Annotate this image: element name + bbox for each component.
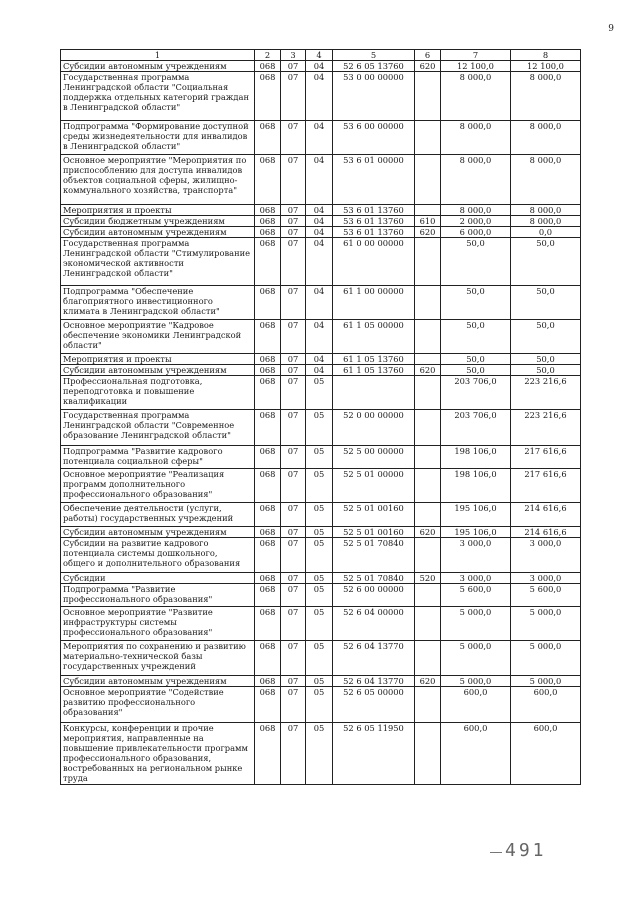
row-cell-c4: 05	[306, 607, 333, 641]
row-cell-c6	[415, 469, 441, 503]
row-cell-c6: 520	[415, 573, 441, 584]
row-cell-c4: 05	[306, 410, 333, 446]
row-cell-c5: 52 5 01 00160	[333, 503, 415, 527]
row-cell-c5	[333, 376, 415, 410]
row-cell-c3: 07	[281, 584, 306, 607]
row-cell-c3: 07	[281, 573, 306, 584]
row-cell-c2: 068	[255, 376, 281, 410]
table-row	[61, 527, 581, 538]
table-row	[61, 365, 581, 376]
row-cell-c5: 52 5 01 70840	[333, 538, 415, 573]
row-cell-c6	[415, 410, 441, 446]
row-cell-c2: 068	[255, 227, 281, 238]
row-cell-c8: 50,0	[511, 286, 581, 320]
row-cell-c8: 5 600,0	[511, 584, 581, 607]
row-cell-c7: 198 106,0	[441, 469, 511, 503]
row-cell-c5: 61 1 00 00000	[333, 286, 415, 320]
row-cell-c2: 068	[255, 584, 281, 607]
row-cell-c2: 068	[255, 687, 281, 723]
row-cell-c7: 50,0	[441, 286, 511, 320]
row-cell-c6	[415, 446, 441, 469]
row-cell-c6: 620	[415, 61, 441, 72]
row-name-cell: Субсидии	[61, 573, 255, 584]
row-name-cell: Основное мероприятие "Реализация программ дополнительного профессионального образования"	[61, 469, 255, 503]
row-cell-c5: 52 6 05 00000	[333, 687, 415, 723]
row-name-cell: Государственная программа Ленинградской области "Современное образование Ленинградской области"	[61, 410, 255, 446]
row-cell-c8: 5 000,0	[511, 676, 581, 687]
row-name-cell: Конкурсы, конференции и прочие мероприятия, направленные на повышение привлекательности программ профессионального образования, востребованных на региональном рынке труда	[61, 723, 255, 785]
row-cell-c5: 61 1 05 13760	[333, 354, 415, 365]
row-cell-c4: 05	[306, 687, 333, 723]
row-cell-c6	[415, 354, 441, 365]
table-row	[61, 216, 581, 227]
row-cell-c5: 52 6 04 13770	[333, 641, 415, 676]
row-cell-c8: 50,0	[511, 238, 581, 286]
table-row	[61, 469, 581, 503]
row-cell-c8: 8 000,0	[511, 72, 581, 121]
table-row	[61, 538, 581, 573]
row-cell-c7: 8 000,0	[441, 72, 511, 121]
page-number: 9	[608, 24, 614, 34]
row-cell-c4: 05	[306, 469, 333, 503]
row-cell-c3: 07	[281, 376, 306, 410]
header-cell: 6	[415, 50, 441, 61]
row-cell-c6	[415, 641, 441, 676]
row-cell-c4: 04	[306, 238, 333, 286]
table-row	[61, 238, 581, 286]
table-row	[61, 503, 581, 527]
row-name-cell: Субсидии автономным учреждениям	[61, 365, 255, 376]
row-cell-c5: 53 0 00 00000	[333, 72, 415, 121]
row-cell-c2: 068	[255, 446, 281, 469]
row-name-cell: Мероприятия по сохранению и развитию материально-технической базы государственных учреждений	[61, 641, 255, 676]
row-cell-c5: 53 6 01 13760	[333, 227, 415, 238]
row-cell-c8: 50,0	[511, 354, 581, 365]
row-cell-c3: 07	[281, 354, 306, 365]
row-cell-c5: 52 5 00 00000	[333, 446, 415, 469]
header-cell: 4	[306, 50, 333, 61]
table-row	[61, 121, 581, 155]
row-name-cell: Подпрограмма "Обеспечение благоприятного инвестиционного климата в Ленинградской области"	[61, 286, 255, 320]
row-cell-c8: 223 216,6	[511, 376, 581, 410]
row-cell-c6	[415, 607, 441, 641]
row-name-cell: Профессиональная подготовка, переподготовка и повышение квалификации	[61, 376, 255, 410]
row-cell-c7: 8 000,0	[441, 121, 511, 155]
row-name-cell: Подпрограмма "Развитие кадрового потенциала социальной сферы"	[61, 446, 255, 469]
row-cell-c8: 3 000,0	[511, 538, 581, 573]
row-cell-c6: 620	[415, 365, 441, 376]
header-cell: 1	[61, 50, 255, 61]
row-name-cell: Субсидии автономным учреждениям	[61, 527, 255, 538]
row-cell-c4: 04	[306, 121, 333, 155]
row-cell-c5: 53 6 00 00000	[333, 121, 415, 155]
row-cell-c2: 068	[255, 723, 281, 785]
row-cell-c2: 068	[255, 238, 281, 286]
row-cell-c5: 52 6 05 13760	[333, 61, 415, 72]
row-cell-c4: 04	[306, 205, 333, 216]
row-cell-c3: 07	[281, 216, 306, 227]
table-row	[61, 155, 581, 205]
row-name-cell: Государственная программа Ленинградской области "Социальная поддержка отдельных категорий граждан в Ленинградской области"	[61, 72, 255, 121]
row-cell-c4: 04	[306, 216, 333, 227]
row-cell-c8: 600,0	[511, 723, 581, 785]
table-row	[61, 354, 581, 365]
table-row	[61, 584, 581, 607]
row-cell-c7: 198 106,0	[441, 446, 511, 469]
row-cell-c4: 04	[306, 155, 333, 205]
row-name-cell: Субсидии бюджетным учреждениям	[61, 216, 255, 227]
row-cell-c5: 52 6 04 00000	[333, 607, 415, 641]
row-cell-c7: 5 000,0	[441, 607, 511, 641]
row-cell-c2: 068	[255, 72, 281, 121]
row-cell-c7: 195 106,0	[441, 503, 511, 527]
row-name-cell: Субсидии на развитие кадрового потенциала системы дошкольного, общего и дополнительного образования	[61, 538, 255, 573]
row-cell-c7: 5 600,0	[441, 584, 511, 607]
row-cell-c6: 620	[415, 676, 441, 687]
row-cell-c8: 5 000,0	[511, 607, 581, 641]
row-cell-c4: 04	[306, 365, 333, 376]
row-cell-c3: 07	[281, 527, 306, 538]
row-cell-c5: 52 6 04 13770	[333, 676, 415, 687]
budget-table	[60, 49, 581, 785]
row-cell-c8: 214 616,6	[511, 503, 581, 527]
row-cell-c5: 61 0 00 00000	[333, 238, 415, 286]
row-cell-c6: 610	[415, 216, 441, 227]
row-cell-c3: 07	[281, 61, 306, 72]
row-name-cell: Обеспечение деятельности (услуги, работы) государственных учреждений	[61, 503, 255, 527]
row-cell-c2: 068	[255, 469, 281, 503]
row-name-cell: Субсидии автономным учреждениям	[61, 227, 255, 238]
page-stamp: 491	[505, 840, 547, 861]
stamp-dash	[490, 852, 502, 853]
row-name-cell: Подпрограмма "Развитие профессионального образования"	[61, 584, 255, 607]
table-row	[61, 205, 581, 216]
row-cell-c5: 53 6 01 13760	[333, 205, 415, 216]
row-cell-c2: 068	[255, 61, 281, 72]
row-cell-c6	[415, 286, 441, 320]
row-cell-c2: 068	[255, 286, 281, 320]
row-cell-c7: 2 000,0	[441, 216, 511, 227]
row-cell-c8: 8 000,0	[511, 155, 581, 205]
row-name-cell: Основное мероприятие "Кадровое обеспечение экономики Ленинградской области"	[61, 320, 255, 354]
row-cell-c5: 61 1 05 00000	[333, 320, 415, 354]
row-cell-c7: 50,0	[441, 354, 511, 365]
header-cell: 7	[441, 50, 511, 61]
row-name-cell: Мероприятия и проекты	[61, 354, 255, 365]
row-cell-c8: 600,0	[511, 687, 581, 723]
row-cell-c3: 07	[281, 607, 306, 641]
row-cell-c4: 04	[306, 354, 333, 365]
row-cell-c2: 068	[255, 205, 281, 216]
row-cell-c4: 05	[306, 527, 333, 538]
row-cell-c5: 52 5 01 00160	[333, 527, 415, 538]
row-cell-c3: 07	[281, 446, 306, 469]
table-row	[61, 61, 581, 72]
header-cell: 3	[281, 50, 306, 61]
table-row	[61, 227, 581, 238]
table-row	[61, 376, 581, 410]
row-cell-c4: 05	[306, 641, 333, 676]
row-name-cell: Подпрограмма "Формирование доступной среды жизнедеятельности для инвалидов в Ленинградской области"	[61, 121, 255, 155]
row-cell-c7: 12 100,0	[441, 61, 511, 72]
table-row	[61, 446, 581, 469]
row-cell-c7: 5 000,0	[441, 676, 511, 687]
row-cell-c8: 223 216,6	[511, 410, 581, 446]
row-cell-c8: 50,0	[511, 320, 581, 354]
row-cell-c4: 05	[306, 584, 333, 607]
table-row	[61, 676, 581, 687]
table-row	[61, 641, 581, 676]
row-name-cell: Мероприятия и проекты	[61, 205, 255, 216]
row-cell-c8: 214 616,6	[511, 527, 581, 538]
row-cell-c5: 52 5 01 00000	[333, 469, 415, 503]
row-name-cell: Государственная программа Ленинградской области "Стимулирование экономической активности Ленинградской области"	[61, 238, 255, 286]
row-cell-c3: 07	[281, 365, 306, 376]
row-cell-c8: 217 616,6	[511, 446, 581, 469]
header-cell: 2	[255, 50, 281, 61]
row-cell-c6	[415, 72, 441, 121]
header-cell: 5	[333, 50, 415, 61]
row-cell-c6	[415, 155, 441, 205]
row-cell-c8: 8 000,0	[511, 205, 581, 216]
table-row	[61, 687, 581, 723]
table-row	[61, 607, 581, 641]
row-cell-c3: 07	[281, 410, 306, 446]
row-cell-c5: 53 6 01 00000	[333, 155, 415, 205]
row-cell-c4: 05	[306, 446, 333, 469]
row-cell-c6	[415, 238, 441, 286]
row-cell-c7: 3 000,0	[441, 538, 511, 573]
row-cell-c2: 068	[255, 216, 281, 227]
row-cell-c2: 068	[255, 121, 281, 155]
row-cell-c2: 068	[255, 607, 281, 641]
row-cell-c5: 61 1 05 13760	[333, 365, 415, 376]
row-cell-c2: 068	[255, 538, 281, 573]
row-cell-c5: 53 6 01 13760	[333, 216, 415, 227]
row-cell-c5: 52 6 00 00000	[333, 584, 415, 607]
row-cell-c7: 8 000,0	[441, 155, 511, 205]
row-cell-c6	[415, 687, 441, 723]
row-name-cell: Основное мероприятие "Мероприятия по приспособлению для доступа инвалидов объектов социальной сферы, жилищно-коммунального хозяйства, транспорта"	[61, 155, 255, 205]
table-row	[61, 723, 581, 785]
row-cell-c3: 07	[281, 155, 306, 205]
row-name-cell: Основное мероприятие "Содействие развитию профессионального образования"	[61, 687, 255, 723]
row-cell-c6	[415, 376, 441, 410]
budget-table-container	[60, 49, 580, 785]
row-cell-c3: 07	[281, 469, 306, 503]
row-cell-c4: 05	[306, 538, 333, 573]
row-cell-c7: 3 000,0	[441, 573, 511, 584]
row-cell-c8: 12 100,0	[511, 61, 581, 72]
row-cell-c8: 8 000,0	[511, 216, 581, 227]
row-cell-c8: 8 000,0	[511, 121, 581, 155]
row-cell-c7: 203 706,0	[441, 376, 511, 410]
row-cell-c8: 50,0	[511, 365, 581, 376]
row-cell-c4: 04	[306, 320, 333, 354]
row-cell-c2: 068	[255, 573, 281, 584]
row-cell-c7: 50,0	[441, 320, 511, 354]
row-cell-c6	[415, 320, 441, 354]
table-header-row	[61, 50, 581, 61]
row-cell-c7: 50,0	[441, 238, 511, 286]
row-cell-c7: 203 706,0	[441, 410, 511, 446]
row-cell-c3: 07	[281, 503, 306, 527]
row-cell-c6	[415, 723, 441, 785]
row-cell-c4: 04	[306, 227, 333, 238]
row-cell-c4: 05	[306, 503, 333, 527]
row-cell-c3: 07	[281, 238, 306, 286]
row-name-cell: Субсидии автономным учреждениям	[61, 61, 255, 72]
table-row	[61, 72, 581, 121]
row-cell-c6	[415, 205, 441, 216]
row-cell-c6	[415, 121, 441, 155]
row-cell-c4: 04	[306, 61, 333, 72]
row-cell-c2: 068	[255, 354, 281, 365]
table-body	[61, 61, 581, 785]
row-cell-c5: 52 6 05 11950	[333, 723, 415, 785]
table-row	[61, 410, 581, 446]
row-cell-c4: 05	[306, 573, 333, 584]
row-cell-c6: 620	[415, 527, 441, 538]
row-cell-c2: 068	[255, 641, 281, 676]
row-cell-c2: 068	[255, 410, 281, 446]
table-row	[61, 286, 581, 320]
row-cell-c3: 07	[281, 227, 306, 238]
row-cell-c7: 5 000,0	[441, 641, 511, 676]
row-cell-c2: 068	[255, 320, 281, 354]
table-row	[61, 320, 581, 354]
row-cell-c8: 3 000,0	[511, 573, 581, 584]
row-cell-c3: 07	[281, 286, 306, 320]
row-cell-c6	[415, 538, 441, 573]
row-cell-c4: 04	[306, 72, 333, 121]
row-cell-c3: 07	[281, 641, 306, 676]
row-cell-c2: 068	[255, 503, 281, 527]
row-cell-c4: 05	[306, 723, 333, 785]
row-cell-c4: 05	[306, 376, 333, 410]
row-name-cell: Субсидии автономным учреждениям	[61, 676, 255, 687]
row-cell-c6	[415, 584, 441, 607]
row-cell-c2: 068	[255, 155, 281, 205]
header-cell: 8	[511, 50, 581, 61]
row-cell-c3: 07	[281, 121, 306, 155]
row-cell-c7: 600,0	[441, 687, 511, 723]
row-name-cell: Основное мероприятие "Развитие инфраструктуры системы профессионального образования"	[61, 607, 255, 641]
row-cell-c3: 07	[281, 687, 306, 723]
row-cell-c3: 07	[281, 72, 306, 121]
row-cell-c2: 068	[255, 676, 281, 687]
row-cell-c3: 07	[281, 205, 306, 216]
row-cell-c6	[415, 503, 441, 527]
row-cell-c7: 195 106,0	[441, 527, 511, 538]
row-cell-c8: 5 000,0	[511, 641, 581, 676]
row-cell-c5: 52 0 00 00000	[333, 410, 415, 446]
row-cell-c3: 07	[281, 723, 306, 785]
row-cell-c7: 8 000,0	[441, 205, 511, 216]
row-cell-c7: 600,0	[441, 723, 511, 785]
row-cell-c3: 07	[281, 320, 306, 354]
row-cell-c6: 620	[415, 227, 441, 238]
row-cell-c2: 068	[255, 527, 281, 538]
row-cell-c5: 52 5 01 70840	[333, 573, 415, 584]
row-cell-c8: 0,0	[511, 227, 581, 238]
row-cell-c3: 07	[281, 538, 306, 573]
row-cell-c8: 217 616,6	[511, 469, 581, 503]
row-cell-c4: 04	[306, 286, 333, 320]
row-cell-c7: 6 000,0	[441, 227, 511, 238]
table-row	[61, 573, 581, 584]
row-cell-c3: 07	[281, 676, 306, 687]
row-cell-c7: 50,0	[441, 365, 511, 376]
row-cell-c2: 068	[255, 365, 281, 376]
row-cell-c4: 05	[306, 676, 333, 687]
